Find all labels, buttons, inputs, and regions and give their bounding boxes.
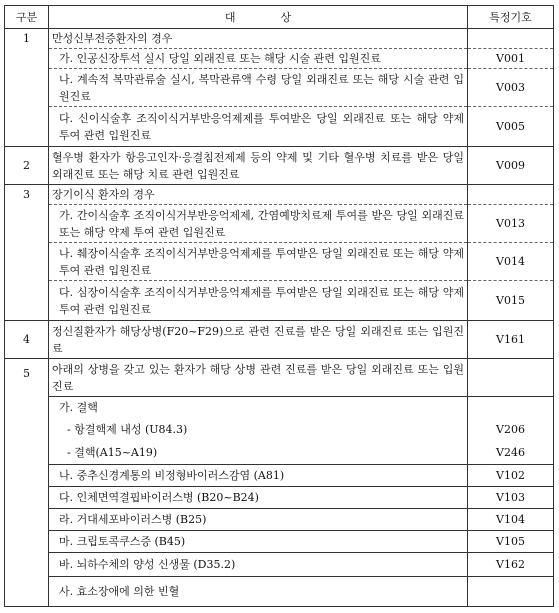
row-text: - 항결핵제 내성 (U84.3) <box>49 419 468 441</box>
table-row <box>5 487 554 509</box>
row-code: V003 <box>468 69 554 107</box>
row-text: 나. 중추신경계통의 비정형바이러스감염 (A81) <box>49 465 468 487</box>
table-row <box>5 185 554 205</box>
row-number: 2 <box>5 147 49 185</box>
code-table <box>4 5 554 607</box>
table-row <box>5 359 554 397</box>
table-row <box>5 531 554 553</box>
table-row <box>5 243 554 281</box>
table-row <box>5 281 554 321</box>
row-text: 아래의 상병을 갖고 있는 환자가 해당 상병 관련 진료를 받은 당일 외래진료 또는 입원진료 <box>49 359 468 397</box>
row-code <box>468 397 554 419</box>
row-text: - 결핵(A15~A19) <box>49 441 468 465</box>
row-text: 만성신부전증환자의 경우 <box>49 29 468 49</box>
row-text: 가. 간이식술후 조직이식거부반응억제제, 간염예방치료제 투여를 받은 당일 외래진료 또는 해당 약제 투여 관련 입원진료 <box>49 205 468 243</box>
row-code: V009 <box>468 147 554 185</box>
table-row <box>5 147 554 185</box>
row-number: 4 <box>5 321 49 359</box>
row-text: 다. 신이식술후 조직이식거부반응억제제를 투여받은 당일 외래진료 또는 해당 약제 투여 관련 입원진료 <box>49 107 468 147</box>
table-row <box>5 441 554 465</box>
row-code <box>468 359 554 397</box>
header-target: 대 상 <box>49 6 468 29</box>
table-row <box>5 107 554 147</box>
row-text: 마. 크립토콕쿠스증 (B45) <box>49 531 468 553</box>
row-code: V015 <box>468 281 554 321</box>
row-text: 다. 심장이식술후 조직이식거부반응억제제를 투여받은 당일 외래진료 또는 해당 약제 투여 관련 입원진료 <box>49 281 468 321</box>
row-code <box>468 29 554 49</box>
row-code: V014 <box>468 243 554 281</box>
row-code: V162 <box>468 553 554 577</box>
row-code: V001 <box>468 49 554 69</box>
row-code: V246 <box>468 441 554 465</box>
row-code: V105 <box>468 531 554 553</box>
table-row <box>5 29 554 49</box>
row-code <box>468 577 554 607</box>
row-code: V103 <box>468 487 554 509</box>
row-number: 1 <box>5 29 49 147</box>
row-code <box>468 185 554 205</box>
table-row <box>5 465 554 487</box>
row-number: 3 <box>5 185 49 321</box>
row-text: 가. 결핵 <box>49 397 468 419</box>
row-code: V206 <box>468 419 554 441</box>
header-code: 특정기호 <box>468 6 554 29</box>
table-row <box>5 321 554 359</box>
row-number: 5 <box>5 359 49 607</box>
table-row <box>5 69 554 107</box>
header-category: 구분 <box>5 6 49 29</box>
row-text: 가. 인공신장투석 실시 당일 외래진료 또는 해당 시술 관련 입원진료 <box>49 49 468 69</box>
row-code: V102 <box>468 465 554 487</box>
row-text: 나. 췌장이식술후 조직이식거부반응억제제를 투여받은 당일 외래진료 또는 해당 약제 투여 관련 입원진료 <box>49 243 468 281</box>
row-code: V005 <box>468 107 554 147</box>
row-text: 사. 효소장애에 의한 빈혈 <box>49 577 468 607</box>
table-row <box>5 577 554 607</box>
table-row <box>5 553 554 577</box>
row-text: 나. 계속적 복막관류술 실시, 복막관류액 수령 당일 외래진료 또는 해당 시술 관련 입원진료 <box>49 69 468 107</box>
row-text: 라. 거대세포바이러스병 (B25) <box>49 509 468 531</box>
row-text: 혈우병 환자가 항응고인자·응결침전제제 등의 약제 및 기타 혈우병 치료를 받은 당일 외래진료 또는 해당 치료 관련 입원진료 <box>49 147 468 185</box>
row-code: V161 <box>468 321 554 359</box>
row-code: V013 <box>468 205 554 243</box>
table-row <box>5 419 554 441</box>
table-row <box>5 509 554 531</box>
row-text: 정신질환자가 해당상병(F20~F29)으로 관련 진료를 받은 당일 외래진료 또는 입원진료 <box>49 321 468 359</box>
row-text: 장기이식 환자의 경우 <box>49 185 468 205</box>
table-row <box>5 49 554 69</box>
table-header <box>5 6 554 29</box>
table-row <box>5 397 554 419</box>
row-text: 다. 인체면역결핍바이러스병 (B20~B24) <box>49 487 468 509</box>
table-row <box>5 205 554 243</box>
row-code: V104 <box>468 509 554 531</box>
row-text: 바. 뇌하수체의 양성 신생물 (D35.2) <box>49 553 468 577</box>
